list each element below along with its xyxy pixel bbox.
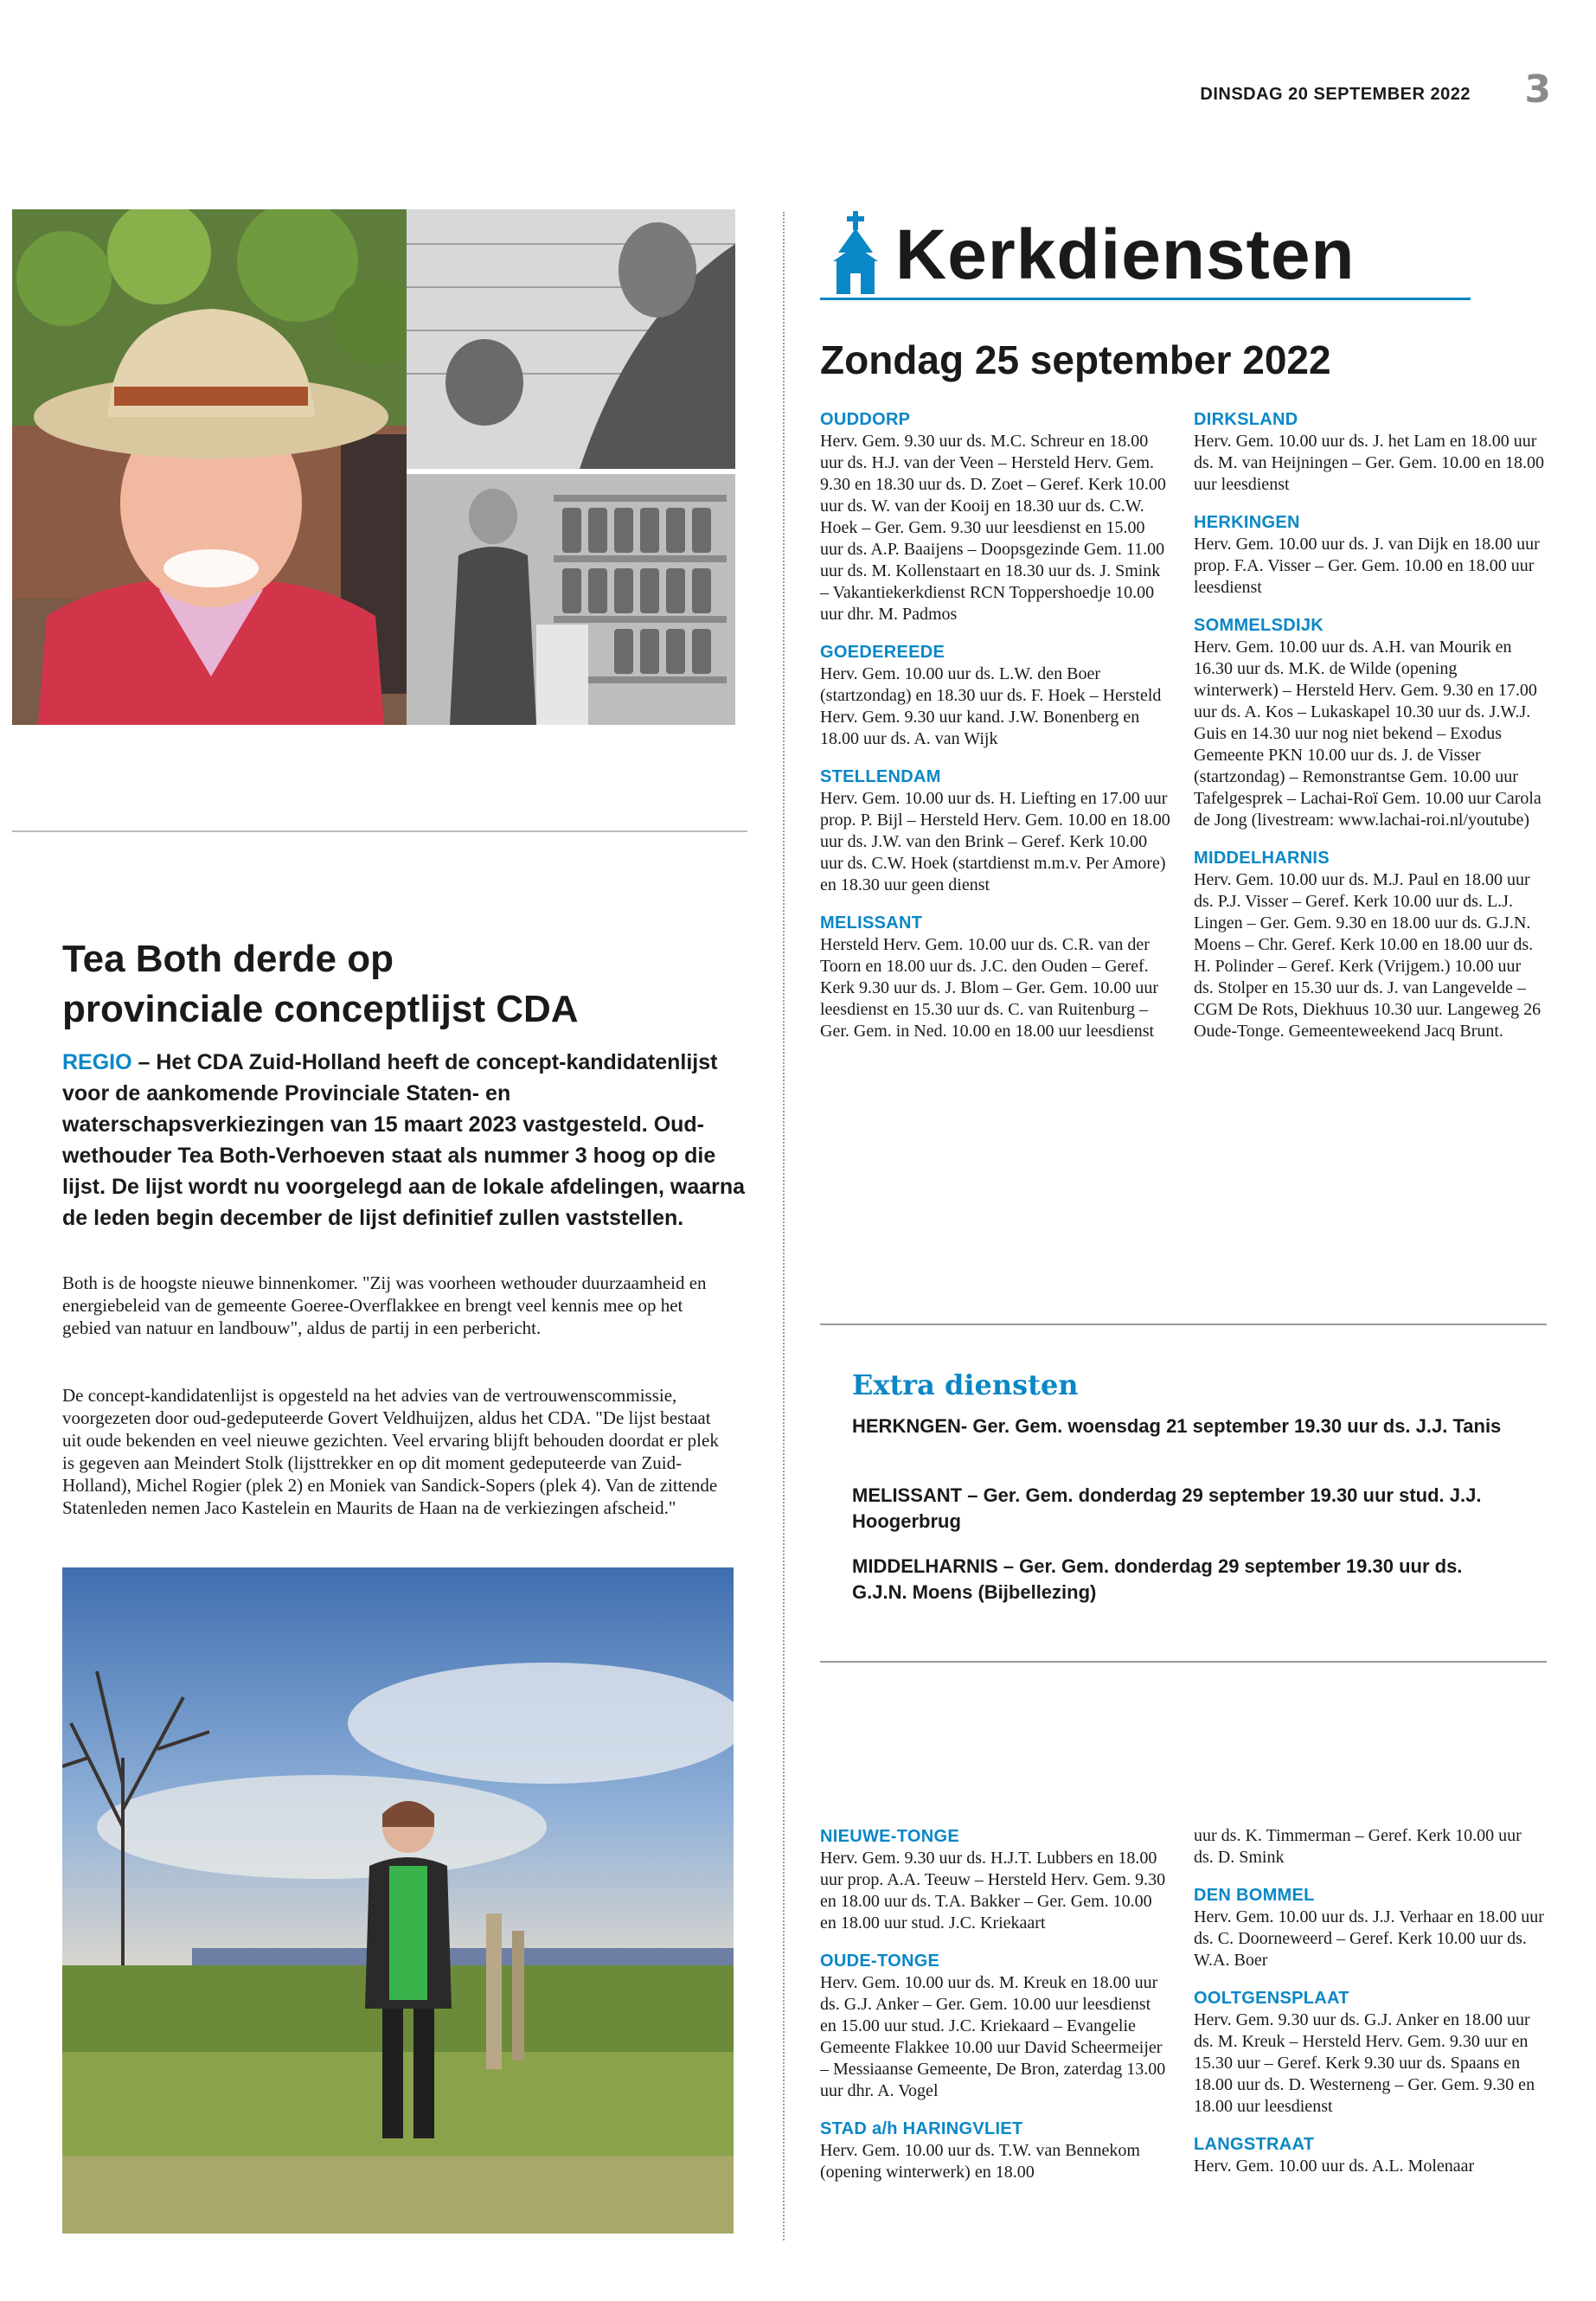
photo-woman-in-field (62, 1567, 734, 2234)
article-paragraph-1: Both is de hoogste nieuwe binnenkomer. "Zij was voorheen wethouder duurzaamheid en energiebeleid van de gemeente Goeree-Overflakkee en brengt veel kennis mee op het gebied van natuur en landbouw", aldus de partij in een perbericht. (62, 1272, 707, 1338)
service-place: OUDE-TONGE (820, 1952, 940, 1971)
service-text: Herv. Gem. 10.00 uur ds. T.W. van Bennekom (opening winterwerk) en 18.00 (820, 2141, 1140, 2182)
section-title-underline (820, 298, 1471, 300)
service-entry (1194, 847, 1544, 1042)
service-text: Herv. Gem. 9.30 uur ds. G.J. Anker en 18.00 uur ds. M. Kreuk – Hersteld Herv. Gem. 9.30 uur en 15.30 uur – Geref. Kerk 9.30 uur ds. Spaans en 18.00 uur ds. D. Westerneng – Ger. Gem. 9.30 en 18.00 uur leesdienst (1194, 2010, 1535, 2116)
service-text-continued: uur ds. K. Timmerman – Geref. Kerk 10.00 uur ds. D. Smink (1194, 1826, 1522, 1867)
service-place: OUDDORP (820, 410, 911, 429)
service-place: HERKINGEN (1194, 513, 1300, 532)
service-entry (820, 1825, 1170, 1934)
page-number: 3 (1524, 67, 1551, 112)
service-place: OOLTGENSPLAAT (1194, 1989, 1349, 2008)
service-text: Herv. Gem. 9.30 uur ds. H.J.T. Lubbers en 18.00 uur prop. A.A. Teeuw – Hersteld Herv. Gem. 9.30 en 18.00 uur ds. T.A. Bakker – Ger. Gem. 10.00 en 18.00 uur stud. J.C. Kriekaart (820, 1849, 1166, 1932)
article-paragraph-2: De concept-kandidatenlijst is opgesteld na het advies van de vertrouwenscommissie, voorgezeten door oud-gedeputeerde Govert Veldhuijzen, aldus het CDA. "De lijst bestaat uit oude bekenden en veel nieuwe gezichten. Veel ervaring blijft behouden doordat er plek is gegeven aan Meindert Stolk (lijsttrekker en op dit moment gedeputeerde van Zuid-Holland), Michel Rogier (plek 2) en Moniek van Sandick-Sopers (plek 4). Van de zittende Statenleden nemen Jaco Kastelein en Maurits de Haan na de verkiezingen afscheid." (62, 1385, 719, 1518)
article-lead-text: – Het CDA Zuid-Holland heeft de concept-kandidatenlijst voor de aankomende Provinciale Staten- en waterschapsverkiezingen van 15 maart 2023 vastgesteld. Oud-wethouder Tea Both-Verhoeven staat als nummer 3 hoog op die lijst. De lijst wordt nu voorgelegd aan de lokale afdelingen, waarna de leden begin december de lijst definitief zullen vaststellen. (62, 1050, 746, 1230)
service-entry (820, 1950, 1170, 2102)
service-entry (820, 408, 1170, 625)
article-title-line2: provinciale conceptlijst CDA (62, 988, 579, 1030)
service-place: DEN BOMMEL (1194, 1886, 1315, 1905)
service-place: MELISSANT (820, 913, 923, 933)
service-place: STAD a/h HARINGVLIET (820, 2119, 1023, 2138)
service-place: STELLENDAM (820, 767, 941, 786)
extra-service-item: MELISSANT – Ger. Gem. donderdag 29 september 19.30 uur stud. J.J. Hoogerbrug (852, 1484, 1482, 1532)
article-title-line1: Tea Both derde op (62, 938, 394, 980)
page-date: DINSDAG 20 SEPTEMBER 2022 (1200, 85, 1471, 104)
extra-top-rule (820, 1324, 1547, 1325)
service-entry (1194, 511, 1544, 599)
service-text: Herv. Gem. 10.00 uur ds. J. van Dijk en 18.00 uur prop. F.A. Visser – Ger. Gem. 10.00 en 18.00 uur leesdienst (1194, 535, 1540, 597)
church-icon (824, 211, 887, 294)
service-text: Herv. Gem. 10.00 uur ds. M. Kreuk en 18.00 uur ds. G.J. Anker – Ger. Gem. 10.00 uur leesdienst en 15.00 uur stud. J.C. Kriekaard – Evangelie Gemeente Flakkee 10.00 uur David Scheermeijer – Messiaanse Gemeente, De Bron, zaterdag 13.00 uur dhr. A. Vogel (820, 1973, 1166, 2100)
service-entry (1194, 614, 1544, 831)
service-text: Herv. Gem. 10.00 uur ds. J. het Lam en 18.00 uur ds. M. van Heijningen – Ger. Gem. 10.00 en 18.00 uur leesdienst (1194, 432, 1544, 494)
services-column-top-left (820, 408, 1170, 1058)
extra-service-item: HERKNGEN- Ger. Gem. woensdag 21 september 19.30 uur ds. J.J. Tanis (852, 1415, 1502, 1437)
service-text: Herv. Gem. 9.30 uur ds. M.C. Schreur en 18.00 uur ds. H.J. van der Veen – Hersteld Herv. Gem. 9.30 en 18.30 uur ds. D. Zoet – Geref. Kerk 10.00 uur ds. W. van der Kooij en 18.30 uur ds. C.W. Hoek – Ger. Gem. 9.30 uur leesdienst en 15.00 uur ds. A.P. Baaijens – Doopsgezinde Gem. 11.00 uur ds. M. Kollenstaart en 18.30 uur ds. J. Smink – Vakantiekerkdienst RCN Toppershoedje 10.00 uur dhr. M. Padmos (820, 432, 1166, 624)
service-text: Herv. Gem. 10.00 uur ds. A.L. Molenaar (1194, 2157, 1475, 2176)
service-place: MIDDELHARNIS (1194, 849, 1330, 868)
services-date: Zondag 25 september 2022 (820, 337, 1331, 382)
service-place: LANGSTRAAT (1194, 2135, 1315, 2154)
section-title: Kerkdiensten (895, 215, 1356, 294)
service-entry (1194, 1987, 1544, 2118)
article-region: REGIO (62, 1050, 132, 1074)
column-rule (783, 212, 785, 2240)
extra-services-title: Extra diensten (852, 1368, 1079, 1401)
service-text: Hersteld Herv. Gem. 10.00 uur ds. C.R. van der Toorn en 18.00 uur ds. J.C. den Ouden – Geref. Kerk 9.30 uur ds. J. Blom – Ger. Gem. 10.00 uur leesdienst en 15.30 uur ds. C. van Ruitenburg – Ger. Gem. in Ned. 10.00 en 18.00 uur leesdienst (820, 935, 1159, 1041)
service-text: Herv. Gem. 10.00 uur ds. A.H. van Mourik en 16.30 uur ds. M.K. de Wilde (opening winterwerk) – Hersteld Herv. Gem. 9.30 en 17.00 uur ds. A. Kos – Lukaskapel 10.30 uur ds. J.W.J. Guis en 14.30 uur nog niet bekend – Exodus Gemeente PKN 10.00 uur ds. J. de Visser (startzondag) – Remonstrantse Gem. 10.00 uur Tafelgesprek – Lachai-Roï Gem. 10.00 uur Carola de Jong (livestream: www.lachai-roi.nl/youtube) (1194, 638, 1542, 830)
service-entry (820, 2118, 1170, 2183)
service-entry (820, 766, 1170, 896)
extra-bottom-rule (820, 1661, 1547, 1663)
service-place: NIEUWE-TONGE (820, 1827, 960, 1846)
photo-man-in-hat (12, 209, 407, 725)
photo-archive-bw (407, 209, 735, 725)
services-column-bottom-right (1194, 1825, 1544, 2193)
service-text: Herv. Gem. 10.00 uur ds. J.J. Verhaar en 18.00 uur ds. C. Doorneweerd – Geref. Kerk 10.00 uur ds. W.A. Boer (1194, 1907, 1544, 1970)
article-lead (62, 1047, 746, 1234)
service-entry (1194, 2133, 1544, 2177)
service-place: GOEDEREEDE (820, 643, 945, 662)
extra-service-item: MIDDELHARNIS – Ger. Gem. donderdag 29 september 19.30 uur ds. G.J.N. Moens (Bijbellezing) (852, 1555, 1463, 1603)
services-column-bottom-left (820, 1825, 1170, 2199)
article-title (62, 934, 737, 1035)
service-entry (820, 641, 1170, 750)
service-text: Herv. Gem. 10.00 uur ds. H. Liefting en 17.00 uur prop. P. Bijl – Hersteld Herv. Gem. 10.00 en 18.00 uur ds. J.W. van den Brink – Geref. Kerk 10.00 uur ds. C.W. Hoek (startdienst m.m.v. Per Amore) en 18.30 uur geen dienst (820, 789, 1170, 894)
service-entry (1194, 1825, 1544, 1868)
service-entry (820, 912, 1170, 1042)
service-entry (1194, 408, 1544, 496)
services-column-top-right (1194, 408, 1544, 1058)
service-place: SOMMELSDIJK (1194, 616, 1324, 635)
service-text: Herv. Gem. 10.00 uur ds. M.J. Paul en 18.00 uur ds. P.J. Visser – Geref. Kerk 10.00 uur ds. L.J. Lingen – Ger. Gem. 9.30 en 18.00 uur ds. G.J.N. Moens – Chr. Geref. Kerk 10.00 en 18.00 uur ds. H. Polinder – Geref. Kerk (Vrijgem.) 10.00 uur ds. Stolper en 15.30 uur ds. J. van Langevelde – CGM De Rots, Diekhuus 10.30 uur. Langeweg 26 Oude-Tonge. Gemeenteweekend Jacq Brunt. (1194, 870, 1542, 1041)
service-place: DIRKSLAND (1194, 410, 1298, 429)
service-text: Herv. Gem. 10.00 uur ds. L.W. den Boer (startzondag) en 18.30 uur ds. F. Hoek – Hersteld Herv. Gem. 9.30 uur kand. J.W. Bonenberg en 18.00 uur ds. A. van Wijk (820, 664, 1162, 748)
divider-left (12, 830, 747, 832)
service-entry (1194, 1884, 1544, 1971)
